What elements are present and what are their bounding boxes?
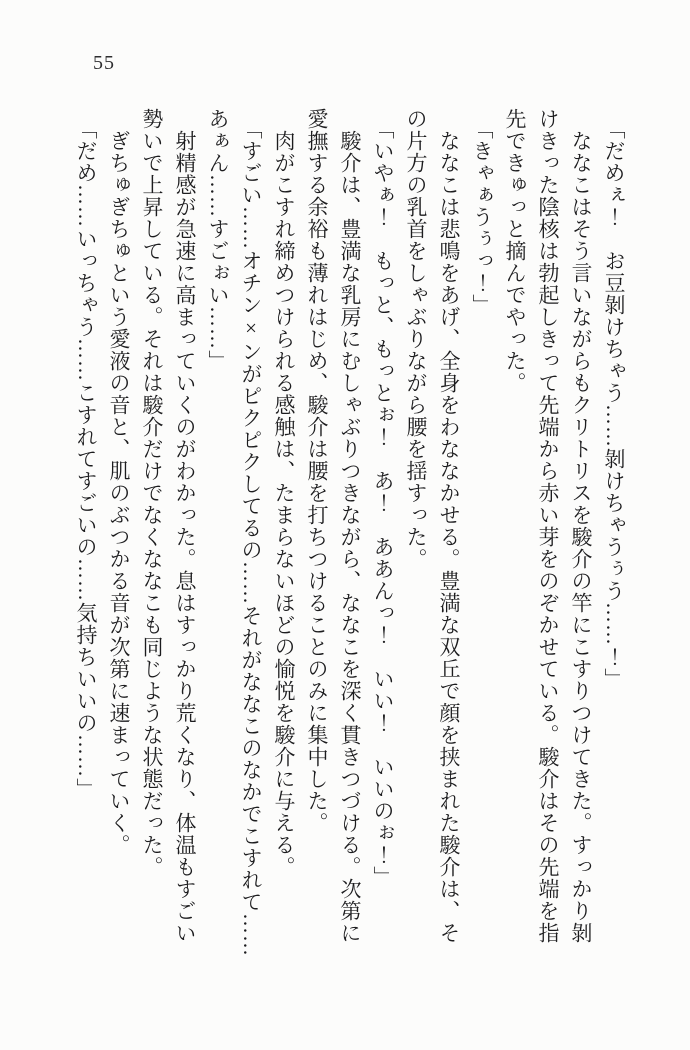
text-line: 射精感が急速に高まっていくのがわかった。息はすっかり荒くなり、体温もすごい <box>173 130 197 944</box>
text-line: 愛撫する余裕も薄れはじめ、駿介は腰を打ちつけることのみに集中した。 <box>305 108 329 834</box>
text-line: 肉がこすれ締めつけられる感触は、たまらないほどの愉悦を駿介に与える。 <box>272 130 296 878</box>
text-line: ななこは悲鳴をあげ、全身をわななかせる。豊満な双丘で顔を挟まれた駿介は、そ <box>437 130 461 944</box>
text-line: ぎちゅぎちゅという愛液の音と、肌のぶつかる音が次第に速まっていく。 <box>107 130 131 856</box>
text-line: 「いやぁ！ もっと、もっとぉ！ あ！ ああんっ！ いい！ いいのぉ！」 <box>371 118 395 888</box>
text-line: ななこはそう言いながらもクリトリスを駿介の竿にこすりつけてきた。すっかり剝 <box>569 130 593 944</box>
page-number: 55 <box>93 52 115 74</box>
text-line: 勢いで上昇している。それは駿介だけでなくななこも同じような状態だった。 <box>140 108 164 878</box>
text-line: 「すごい……オチン×ンがピクピクしてるの……それがななこのなかでこすれて…… <box>239 118 263 957</box>
text-line: 「だめぇ！ お豆剝けちゃう……剝けちゃうぅう……！」 <box>602 118 626 690</box>
text-line: 先できゅっと摘んでやった。 <box>503 108 527 394</box>
text-line: 「だめ……いっちゃう……こすれてすごいの……気持ちいいの……」 <box>74 118 98 800</box>
text-line: けきった陰核は勃起しきって先端から赤い芽をのぞかせている。駿介はその先端を指 <box>536 108 560 944</box>
text-line: の片方の乳首をしゃぶりながら腰を揺すった。 <box>404 108 428 570</box>
text-block <box>69 108 630 957</box>
text-line: 「きゃぁうぅっ！」 <box>470 118 494 316</box>
text-line: あぁん……すごぉい……」 <box>206 108 230 372</box>
text-line: 駿介は、豊満な乳房にむしゃぶりつきながら、ななこを深く貫きつづける。次第に <box>338 130 362 944</box>
